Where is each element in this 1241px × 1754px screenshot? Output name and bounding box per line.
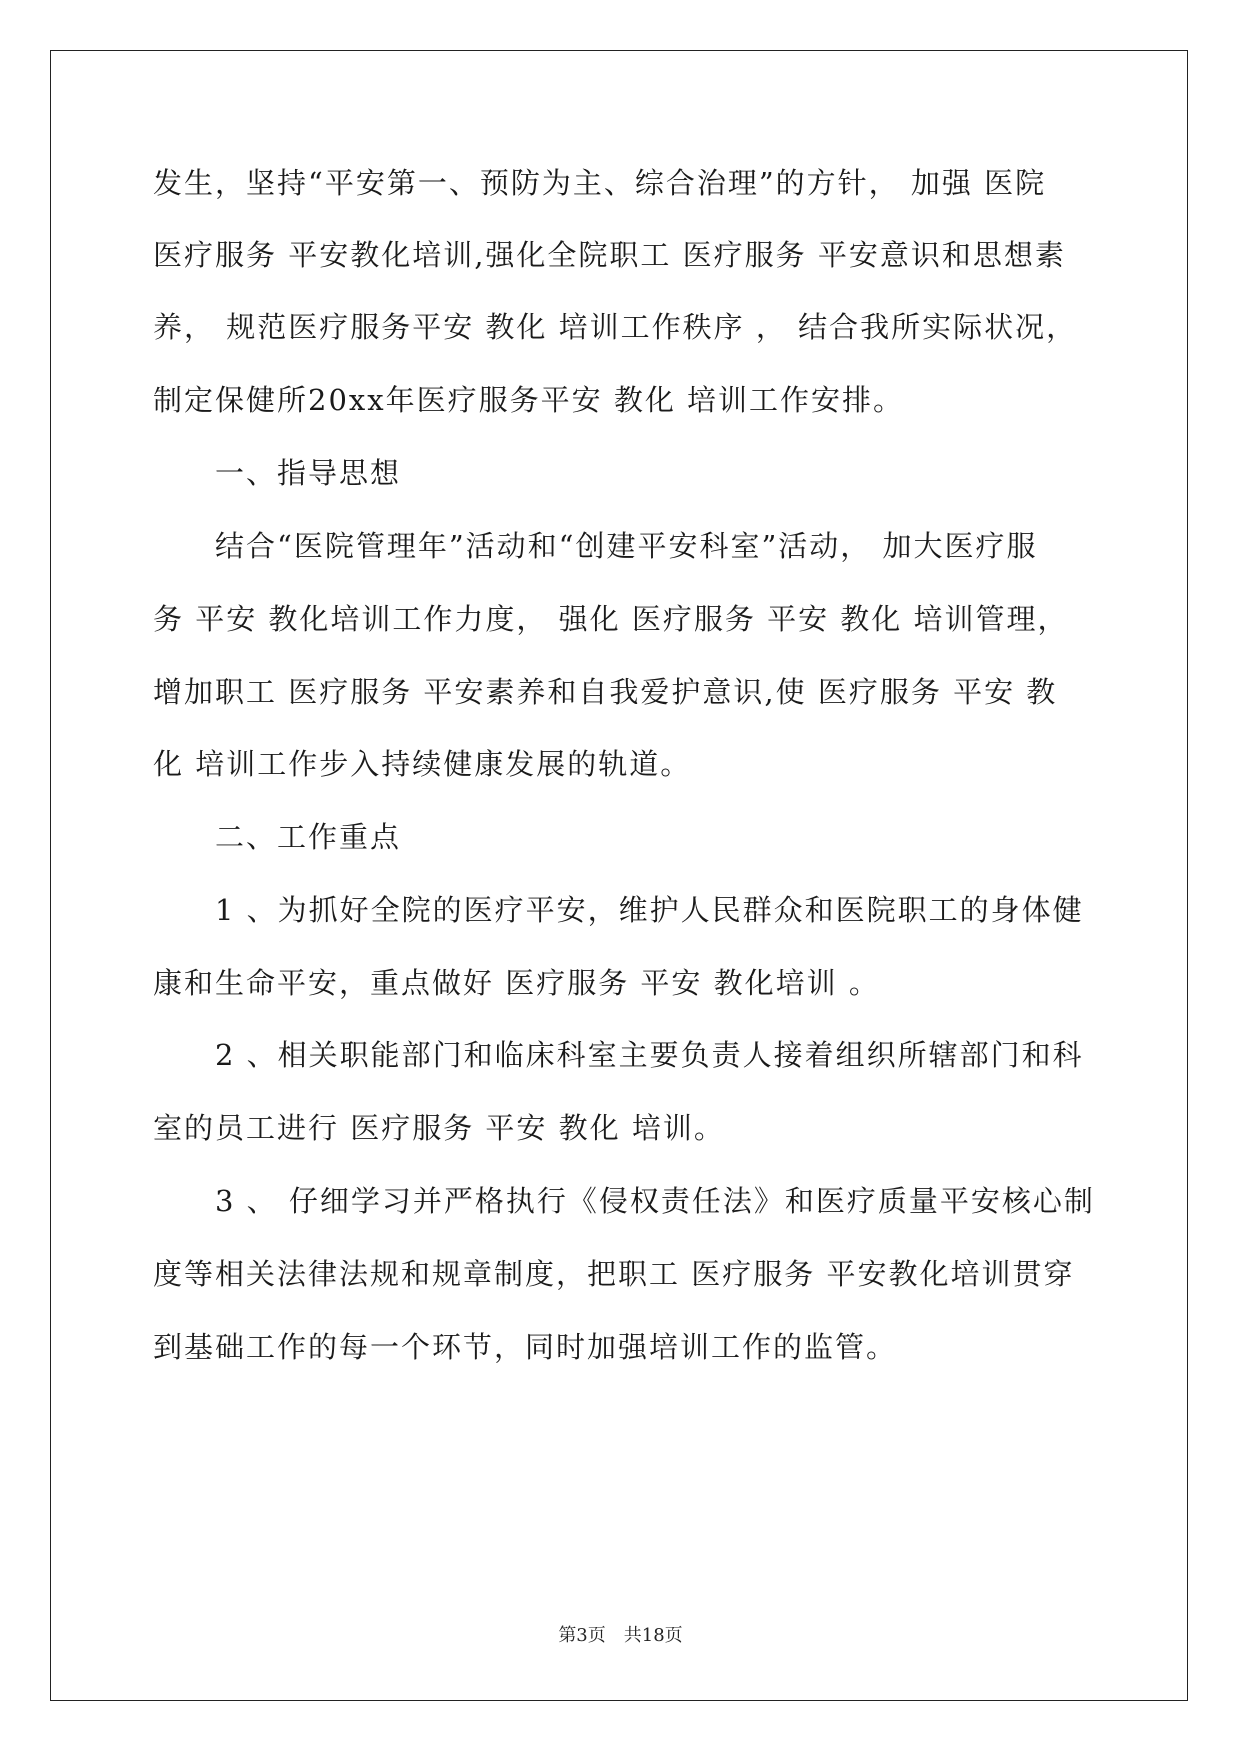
paragraph-line: 医疗服务 平安教化培训,强化全院职工 医疗服务 平安意识和思想素 <box>153 238 1066 272</box>
section-heading: 一、指导思想 <box>215 456 402 490</box>
section-heading: 二、工作重点 <box>215 820 402 854</box>
paragraph-line: 结合“医院管理年”活动和“创建平安科室”活动， 加大医疗服 <box>215 529 1038 563</box>
paragraph-line: 制定保健所20xx年医疗服务平安 教化 培训工作安排。 <box>153 383 905 417</box>
page-border <box>50 50 1188 1701</box>
paragraph-line: 度等相关法律法规和规章制度，把职工 医疗服务 平安教化培训贯穿 <box>153 1257 1075 1291</box>
page-total: 共18页 <box>623 1625 683 1646</box>
paragraph-line: 务 平安 教化培训工作力度， 强化 医疗服务 平安 教化 培训管理， <box>153 602 1069 636</box>
paragraph-line: 增加职工 医疗服务 平安素养和自我爱护意识,使 医疗服务 平安 教 <box>153 675 1058 709</box>
paragraph-line: 室的员工进行 医疗服务 平安 教化 培训。 <box>153 1111 725 1145</box>
paragraph-line: 养， 规范医疗服务平安 教化 培训工作秩序 ， 结合我所实际状况， <box>153 310 1078 344</box>
paragraph-line: 1 、为抓好全院的医疗平安，维护人民群众和医院职工的身体健 <box>215 893 1084 927</box>
paragraph-line: 到基础工作的每一个环节，同时加强培训工作的监管。 <box>153 1330 898 1364</box>
paragraph-line: 2 、相关职能部门和临床科室主要负责人接着组织所辖部门和科 <box>215 1038 1084 1072</box>
paragraph-line: 发生，坚持“平安第一、预防为主、综合治理”的方针， 加强 医院 <box>153 166 1047 200</box>
page-footer <box>0 1624 1241 1648</box>
page-number: 第3页 <box>558 1625 606 1646</box>
paragraph-line: 康和生命平安，重点做好 医疗服务 平安 教化培训 。 <box>153 966 880 1000</box>
paragraph-line: 化 培训工作步入持续健康发展的轨道。 <box>153 747 692 781</box>
paragraph-line: 3 、 仔细学习并严格执行《侵权责任法》和医疗质量平安核心制 <box>215 1184 1095 1218</box>
